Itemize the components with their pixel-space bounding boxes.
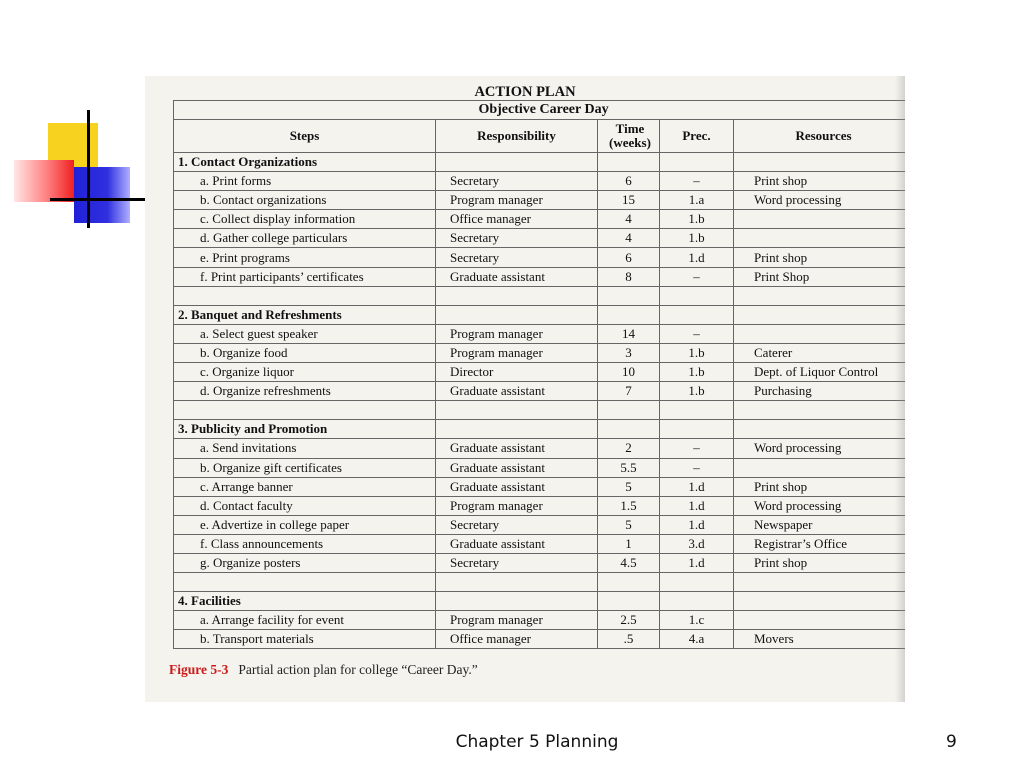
resources-cell: Print shop [734, 248, 906, 267]
prec-cell: 1.b [660, 382, 734, 401]
spacer-row [174, 401, 906, 420]
responsibility-cell: Secretary [436, 172, 598, 191]
step-cell: e. Advertize in college paper [174, 515, 436, 534]
header-time [598, 120, 660, 153]
resources-cell: Print shop [734, 553, 906, 572]
empty-cell [660, 592, 734, 611]
responsibility-cell: Program manager [436, 324, 598, 343]
empty-cell [660, 305, 734, 324]
section-row [174, 420, 906, 439]
empty-cell [598, 286, 660, 305]
table-row [174, 172, 906, 191]
time-cell: 3 [598, 343, 660, 362]
responsibility-cell: Secretary [436, 248, 598, 267]
responsibility-cell: Program manager [436, 496, 598, 515]
step-cell: b. Organize gift certificates [174, 458, 436, 477]
empty-cell [734, 420, 906, 439]
empty-cell [598, 573, 660, 592]
empty-cell [436, 573, 598, 592]
step-cell: e. Print programs [174, 248, 436, 267]
responsibility-cell: Graduate assistant [436, 382, 598, 401]
responsibility-cell: Director [436, 363, 598, 382]
empty-cell [436, 592, 598, 611]
responsibility-cell: Program manager [436, 611, 598, 630]
empty-cell [598, 420, 660, 439]
time-cell: 8 [598, 267, 660, 286]
time-cell: 2 [598, 439, 660, 458]
table-row [174, 210, 906, 229]
resources-cell: Print shop [734, 172, 906, 191]
section-heading: 1. Contact Organizations [174, 153, 436, 172]
step-cell: b. Organize food [174, 343, 436, 362]
responsibility-cell: Graduate assistant [436, 267, 598, 286]
slide-logo-icon [10, 105, 150, 235]
resources-cell: Newspaper [734, 515, 906, 534]
step-cell: c. Organize liquor [174, 363, 436, 382]
header-prec: Prec. [660, 120, 734, 153]
step-cell: b. Contact organizations [174, 191, 436, 210]
empty-cell [174, 573, 436, 592]
table-row [174, 611, 906, 630]
time-cell: 5 [598, 477, 660, 496]
responsibility-cell: Secretary [436, 553, 598, 572]
empty-cell [598, 153, 660, 172]
table-row [174, 630, 906, 649]
responsibility-cell: Graduate assistant [436, 458, 598, 477]
prec-cell: 1.d [660, 553, 734, 572]
logo-horizontal-line [50, 198, 150, 201]
empty-cell [660, 286, 734, 305]
empty-cell [436, 420, 598, 439]
caption-label: Figure 5-3 [169, 662, 229, 677]
step-cell: a. Print forms [174, 172, 436, 191]
prec-cell: 1.b [660, 363, 734, 382]
prec-cell: 1.d [660, 248, 734, 267]
empty-cell [436, 305, 598, 324]
time-cell: 5.5 [598, 458, 660, 477]
spacer-row [174, 573, 906, 592]
prec-cell: – [660, 458, 734, 477]
resources-cell: Movers [734, 630, 906, 649]
step-cell: f. Class announcements [174, 534, 436, 553]
resources-cell: Word processing [734, 191, 906, 210]
section-row [174, 592, 906, 611]
prec-cell: 1.b [660, 210, 734, 229]
section-row [174, 305, 906, 324]
step-cell: g. Organize posters [174, 553, 436, 572]
step-cell: f. Print participants’ certificates [174, 267, 436, 286]
empty-cell [598, 592, 660, 611]
table-row [174, 553, 906, 572]
empty-cell [660, 420, 734, 439]
resources-cell [734, 229, 906, 248]
empty-cell [734, 305, 906, 324]
time-cell: 4.5 [598, 553, 660, 572]
step-cell: a. Arrange facility for event [174, 611, 436, 630]
responsibility-cell: Secretary [436, 515, 598, 534]
table-row [174, 343, 906, 362]
time-cell: 15 [598, 191, 660, 210]
empty-cell [174, 286, 436, 305]
table-row [174, 496, 906, 515]
responsibility-cell: Program manager [436, 343, 598, 362]
step-cell: c. Collect display information [174, 210, 436, 229]
empty-cell [734, 401, 906, 420]
time-cell: 1 [598, 534, 660, 553]
table-row [174, 324, 906, 343]
step-cell: b. Transport materials [174, 630, 436, 649]
figure-caption [169, 662, 478, 678]
caption-text: Partial action plan for college “Career Day.” [238, 662, 478, 677]
empty-cell [734, 592, 906, 611]
time-cell: 4 [598, 210, 660, 229]
table-body [174, 153, 906, 649]
prec-cell: 1.d [660, 496, 734, 515]
section-heading: 3. Publicity and Promotion [174, 420, 436, 439]
time-cell: 10 [598, 363, 660, 382]
resources-cell [734, 458, 906, 477]
time-cell: 6 [598, 172, 660, 191]
table-row [174, 534, 906, 553]
header-time-label: Time (weeks) [609, 121, 651, 150]
prec-cell: – [660, 267, 734, 286]
table-row [174, 458, 906, 477]
section-row [174, 153, 906, 172]
logo-red-square [14, 160, 74, 202]
empty-cell [734, 573, 906, 592]
resources-cell: Word processing [734, 439, 906, 458]
table-row [174, 229, 906, 248]
action-plan-figure [145, 76, 905, 702]
empty-cell [734, 286, 906, 305]
prec-cell: 1.a [660, 191, 734, 210]
prec-cell: – [660, 172, 734, 191]
logo-blue-square [74, 167, 130, 223]
empty-cell [436, 153, 598, 172]
table-row [174, 191, 906, 210]
step-cell: c. Arrange banner [174, 477, 436, 496]
empty-cell [660, 153, 734, 172]
time-cell: 14 [598, 324, 660, 343]
footer-title: Chapter 5 Planning [455, 732, 619, 752]
time-cell: 2.5 [598, 611, 660, 630]
responsibility-cell: Program manager [436, 191, 598, 210]
empty-cell [598, 401, 660, 420]
time-cell: .5 [598, 630, 660, 649]
resources-cell: Word processing [734, 496, 906, 515]
step-cell: d. Organize refreshments [174, 382, 436, 401]
time-cell: 1.5 [598, 496, 660, 515]
resources-cell: Purchasing [734, 382, 906, 401]
step-cell: a. Select guest speaker [174, 324, 436, 343]
resources-cell: Registrar’s Office [734, 534, 906, 553]
empty-cell [734, 153, 906, 172]
resources-cell: Print shop [734, 477, 906, 496]
responsibility-cell: Graduate assistant [436, 439, 598, 458]
responsibility-cell: Graduate assistant [436, 534, 598, 553]
prec-cell: 4.a [660, 630, 734, 649]
responsibility-cell: Secretary [436, 229, 598, 248]
empty-cell [598, 305, 660, 324]
resources-cell [734, 210, 906, 229]
logo-vertical-line [87, 110, 90, 228]
step-cell: d. Contact faculty [174, 496, 436, 515]
time-cell: 6 [598, 248, 660, 267]
page-number: 9 [946, 732, 957, 752]
page-edge-shadow [895, 76, 905, 702]
table-row [174, 382, 906, 401]
time-cell: 7 [598, 382, 660, 401]
responsibility-cell: Office manager [436, 630, 598, 649]
empty-cell [436, 286, 598, 305]
resources-cell: Print Shop [734, 267, 906, 286]
empty-cell [174, 401, 436, 420]
spacer-row [174, 286, 906, 305]
time-cell: 5 [598, 515, 660, 534]
table-row [174, 515, 906, 534]
section-heading: 2. Banquet and Refreshments [174, 305, 436, 324]
header-responsibility: Responsibility [436, 120, 598, 153]
section-heading: 4. Facilities [174, 592, 436, 611]
empty-cell [660, 573, 734, 592]
empty-cell [660, 401, 734, 420]
step-cell: d. Gather college particulars [174, 229, 436, 248]
resources-cell [734, 611, 906, 630]
action-plan-table [173, 100, 905, 649]
responsibility-cell: Office manager [436, 210, 598, 229]
resources-cell [734, 324, 906, 343]
responsibility-cell: Graduate assistant [436, 477, 598, 496]
prec-cell: 1.c [660, 611, 734, 630]
table-row [174, 248, 906, 267]
prec-cell: 1.b [660, 229, 734, 248]
prec-cell: 1.d [660, 515, 734, 534]
figure-title: ACTION PLAN [474, 84, 576, 100]
prec-cell: – [660, 324, 734, 343]
empty-cell [436, 401, 598, 420]
prec-cell: 1.d [660, 477, 734, 496]
objective-row: Objective Career Day [174, 101, 906, 120]
step-cell: a. Send invitations [174, 439, 436, 458]
table-row [174, 267, 906, 286]
prec-cell: – [660, 439, 734, 458]
header-steps: Steps [174, 120, 436, 153]
prec-cell: 1.b [660, 343, 734, 362]
table-row [174, 439, 906, 458]
resources-cell: Dept. of Liquor Control [734, 363, 906, 382]
resources-cell: Caterer [734, 343, 906, 362]
header-resources: Resources [734, 120, 906, 153]
table-row [174, 477, 906, 496]
prec-cell: 3.d [660, 534, 734, 553]
table-row [174, 363, 906, 382]
time-cell: 4 [598, 229, 660, 248]
